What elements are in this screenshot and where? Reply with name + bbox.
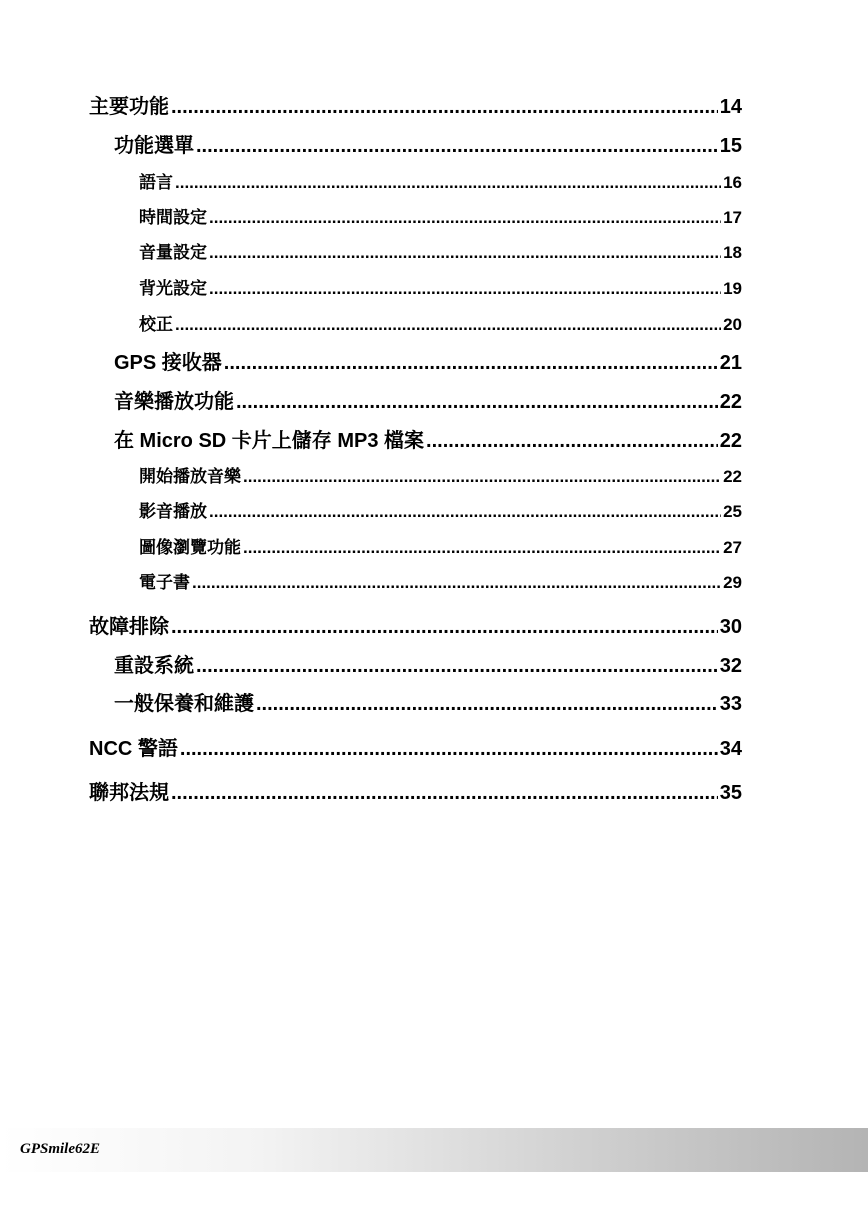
toc-entry[interactable] [114, 385, 742, 414]
toc-entry-title: 電子書 [139, 573, 190, 592]
toc-entry-title: 開始播放音樂 [139, 467, 241, 486]
toc-entry[interactable] [89, 610, 742, 639]
toc-leader-dots [171, 96, 718, 119]
toc-entry[interactable] [139, 203, 742, 228]
toc-entry-page: 22 [723, 467, 742, 486]
toc-entry-page: 22 [719, 391, 742, 413]
toc-leader-dots [243, 538, 721, 558]
toc-leader-dots [236, 391, 718, 414]
toc-entry-page: 20 [723, 315, 742, 334]
toc-entry[interactable] [114, 649, 742, 678]
toc-entry-page: 30 [719, 616, 742, 638]
toc-entry[interactable] [89, 776, 742, 805]
toc-entry-page: 25 [723, 502, 742, 521]
toc-entry-title: 主要功能 [89, 96, 169, 118]
toc-leader-dots [243, 467, 721, 487]
toc-entry-title: 語言 [139, 173, 173, 192]
toc-leader-dots [426, 430, 718, 453]
toc-entry-page: 21 [719, 352, 742, 374]
toc-leader-dots [196, 135, 718, 158]
toc-entry-title: 故障排除 [89, 616, 169, 638]
toc-entry[interactable] [114, 687, 742, 716]
toc-leader-dots [180, 738, 718, 761]
toc-entry[interactable] [139, 310, 742, 335]
toc-entry-title: 背光設定 [139, 279, 207, 298]
toc-leader-dots [209, 243, 721, 263]
toc-entry[interactable] [139, 168, 742, 193]
toc-leader-dots [175, 315, 721, 335]
toc-leader-dots [209, 279, 721, 299]
toc-entry-page: 18 [723, 243, 742, 262]
toc-entry-title: 圖像瀏覽功能 [139, 538, 241, 557]
toc-entry-page: 27 [723, 538, 742, 557]
toc-entry-page: 33 [719, 693, 742, 715]
toc-entry-page: 15 [719, 135, 742, 157]
toc-entry[interactable] [114, 129, 742, 158]
toc-entry-page: 35 [719, 782, 742, 804]
toc-leader-dots [171, 616, 718, 639]
toc-leader-dots [192, 573, 721, 593]
toc-entry-title: 音樂播放功能 [114, 391, 234, 413]
toc-entry-page: 17 [723, 208, 742, 227]
toc-entry[interactable] [139, 462, 742, 487]
toc-entry-page: 16 [723, 173, 742, 192]
toc-entry-title: GPS 接收器 [114, 352, 222, 374]
toc-entry-page: 19 [723, 279, 742, 298]
toc-entry-title: 聯邦法規 [89, 782, 169, 804]
toc-entry[interactable] [139, 533, 742, 558]
toc-entry[interactable] [139, 238, 742, 263]
footer-product-name: GPSmile62E [20, 1141, 101, 1157]
toc-leader-dots [209, 502, 721, 522]
toc-entry-page: 34 [719, 738, 742, 760]
toc-entry-title: 一般保養和維護 [114, 693, 254, 715]
toc-entry-page: 32 [719, 655, 742, 677]
toc-entry[interactable] [139, 274, 742, 299]
toc-entry[interactable] [114, 346, 742, 375]
toc-entry[interactable] [139, 497, 742, 522]
toc-entry-title: NCC 警語 [89, 738, 178, 760]
toc-entry-title: 影音播放 [139, 502, 207, 521]
toc-entry[interactable] [114, 424, 742, 453]
toc-entry[interactable] [89, 90, 742, 119]
toc-entry-title: 校正 [139, 315, 173, 334]
toc-entry-page: 22 [719, 430, 742, 452]
toc-entry-page: 14 [719, 96, 742, 118]
toc-entry-title: 時間設定 [139, 208, 207, 227]
page-footer-bar [0, 1128, 868, 1172]
toc-entry-page: 29 [723, 573, 742, 592]
toc-entry[interactable] [89, 732, 742, 761]
toc-leader-dots [175, 173, 721, 193]
toc-leader-dots [224, 352, 718, 375]
toc-leader-dots [209, 208, 721, 228]
toc-entry-title: 重設系統 [114, 655, 194, 677]
toc-leader-dots [196, 655, 718, 678]
toc-entry-title: 在 Micro SD 卡片上儲存 MP3 檔案 [114, 430, 425, 452]
toc-leader-dots [171, 782, 718, 805]
toc-leader-dots [256, 693, 718, 716]
toc-entry-title: 功能選單 [114, 135, 194, 157]
toc-entry[interactable] [139, 568, 742, 593]
toc-entry-title: 音量設定 [139, 243, 207, 262]
